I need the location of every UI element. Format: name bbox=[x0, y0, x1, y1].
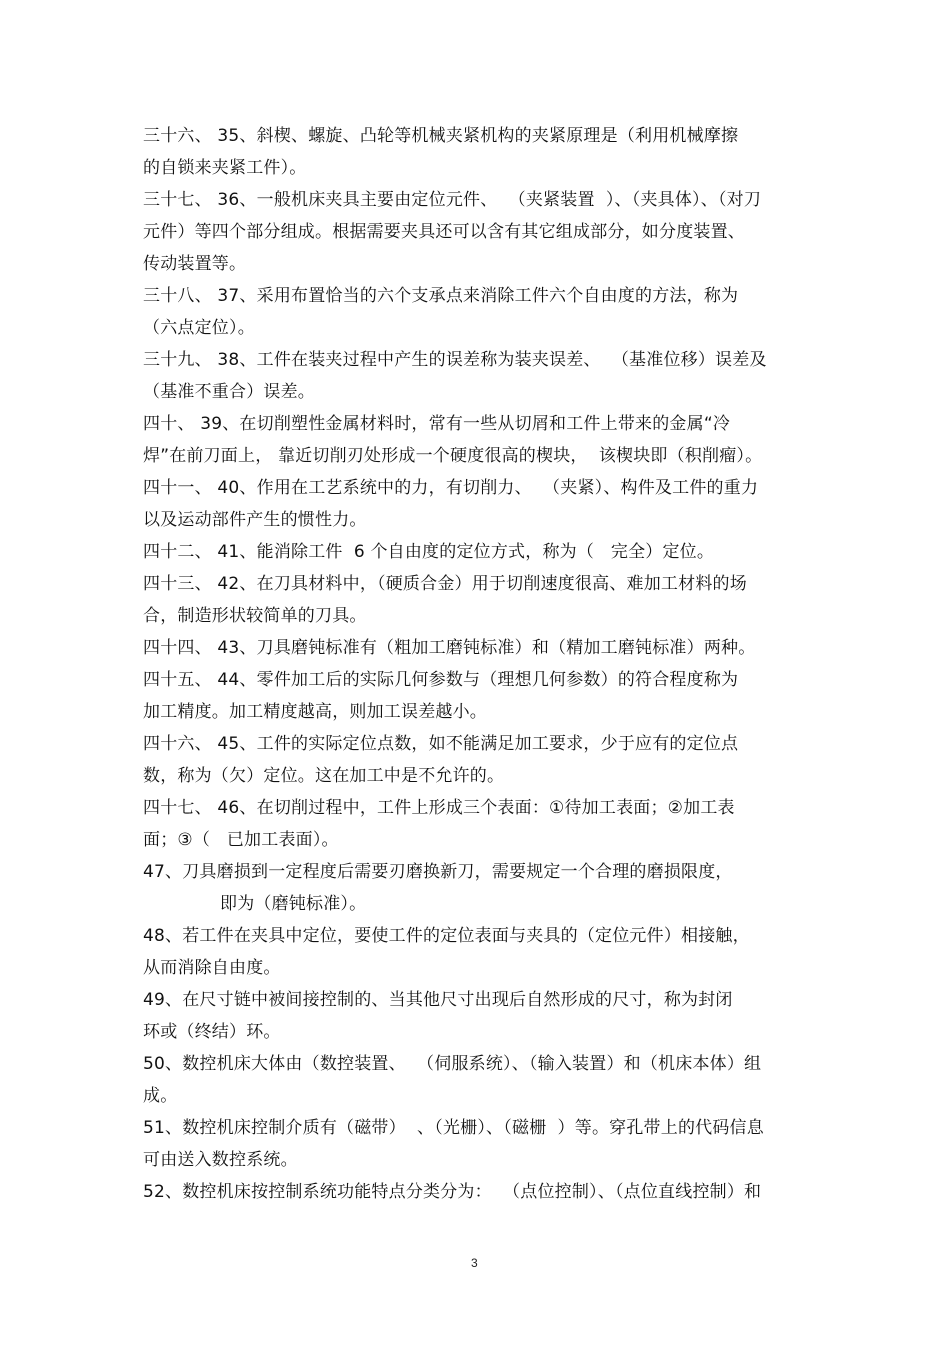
text-line: 数，称为（欠）定位。这在加工中是不允许的。 bbox=[143, 766, 505, 786]
text-line: 合，制造形状较简单的刀具。 bbox=[143, 606, 367, 626]
text-line: 三十七、 36、一般机床夹具主要由定位元件、 （夹紧装置 ）、（夹具体）、（对刀 bbox=[143, 190, 762, 210]
text-line: （基准不重合）误差。 bbox=[143, 382, 315, 402]
text-line: 51、数控机床控制介质有（磁带） 、（光栅）、（磁栅 ）等。穿孔带上的代码信息 bbox=[143, 1118, 764, 1138]
text-line: 47、刀具磨损到一定程度后需要刃磨换新刀，需要规定一个合理的磨损限度， bbox=[143, 862, 733, 882]
text-line: 四十一、 40、作用在工艺系统中的力，有切削力、 （夹紧）、构件及工件的重力 bbox=[143, 478, 759, 498]
text-line: 49、在尺寸链中被间接控制的、当其他尺寸出现后自然形成的尺寸，称为封闭 bbox=[143, 990, 733, 1010]
text-line: 48、若工件在夹具中定位，要使工件的定位表面与夹具的（定位元件）相接触， bbox=[143, 926, 750, 946]
text-line: 焊”在前刀面上， 靠近切削刃处形成一个硬度很高的楔块， 该楔块即（积削瘤）。 bbox=[143, 446, 763, 466]
text-line: 加工精度。加工精度越高，则加工误差越小。 bbox=[143, 702, 487, 722]
text-line: 四十二、 41、能消除工件 6 个自由度的定位方式，称为（ 完全）定位。 bbox=[143, 542, 715, 562]
text-line: 可由送入数控系统。 bbox=[143, 1150, 298, 1170]
text-line: 三十八、 37、采用布置恰当的六个支承点来消除工件六个自由度的方法，称为 bbox=[143, 286, 739, 306]
text-line: 元件）等四个部分组成。根据需要夹具还可以含有其它组成部分，如分度装置、 bbox=[143, 222, 745, 242]
text-line: 以及运动部件产生的惯性力。 bbox=[143, 510, 367, 530]
text-line: 52、数控机床按控制系统功能特点分类分为： （点位控制）、（点位直线控制）和 bbox=[143, 1182, 762, 1202]
text-line: 即为（磨钝标准）。 bbox=[220, 894, 367, 914]
text-line: 从而消除自由度。 bbox=[143, 958, 281, 978]
text-line: 四十四、 43、刀具磨钝标准有（粗加工磨钝标准）和（精加工磨钝标准）两种。 bbox=[143, 638, 756, 658]
text-line: 成。 bbox=[143, 1086, 178, 1106]
text-line: 50、数控机床大体由（数控装置、 （伺服系统）、（输入装置）和（机床本体）组 bbox=[143, 1054, 762, 1074]
text-line: 四十、 39、在切削塑性金属材料时，常有一些从切屑和工件上带来的金属“冷 bbox=[143, 414, 731, 434]
text-line: 四十五、 44、零件加工后的实际几何参数与（理想几何参数）的符合程度称为 bbox=[143, 670, 739, 690]
text-line: 四十七、 46、在切削过程中，工件上形成三个表面：①待加工表面；②加工表 bbox=[143, 798, 735, 818]
text-line: 面；③（ 已加工表面）。 bbox=[143, 830, 339, 850]
text-line: 传动装置等。 bbox=[143, 254, 247, 274]
text-line: 三十九、 38、工件在装夹过程中产生的误差称为装夹误差、 （基准位移）误差及 bbox=[143, 350, 767, 370]
text-line: 四十六、 45、工件的实际定位点数，如不能满足加工要求，少于应有的定位点 bbox=[143, 734, 739, 754]
text-line: （六点定位）。 bbox=[143, 318, 255, 338]
text-line: 三十六、 35、斜楔、螺旋、凸轮等机械夹紧机构的夹紧原理是（利用机械摩擦 bbox=[143, 126, 739, 146]
text-line: 四十三、 42、在刀具材料中，（硬质合金）用于切削速度很高、难加工材料的场 bbox=[143, 574, 747, 594]
page-number: 3 bbox=[471, 1256, 478, 1270]
text-line: 的自锁来夹紧工件）。 bbox=[143, 158, 307, 178]
text-line: 环或（终结）环。 bbox=[143, 1022, 281, 1042]
